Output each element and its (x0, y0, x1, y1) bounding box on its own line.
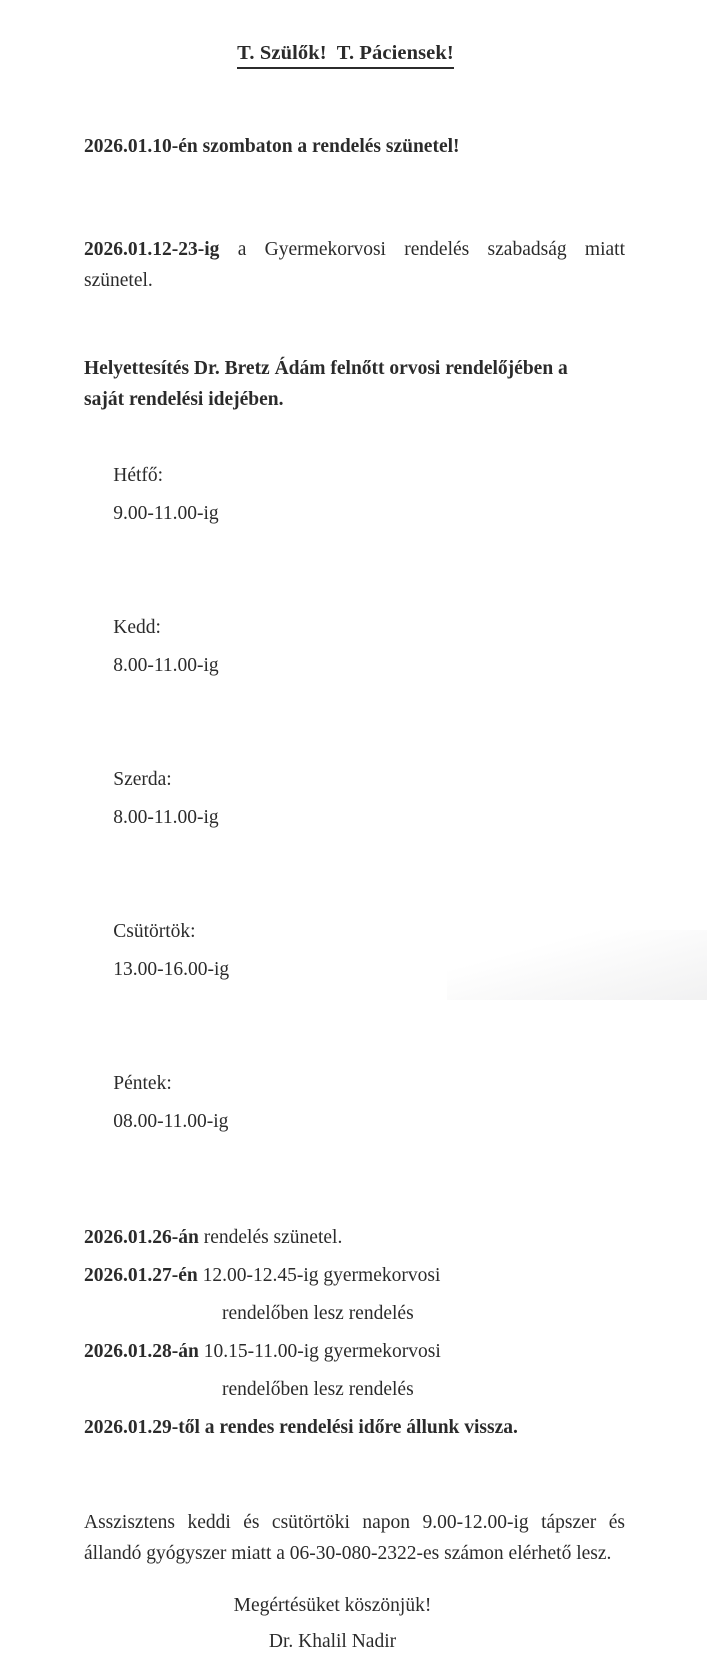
hours-time: 08.00-11.00-ig (113, 1111, 229, 1132)
opening-hours-list (84, 419, 625, 1179)
date-detail: rendelés szünetel. (198, 1227, 343, 1248)
substitution-heading-line2: saját rendelési idejében. (84, 389, 284, 410)
notice-vacation-text: a Gyermekorvosi rendelés szabadság miatt szünetel. (84, 238, 625, 291)
signature-line: Dr. Khalil Nadir (268, 1631, 397, 1652)
notice-saturday (84, 131, 625, 162)
date-label: 2026.01.28-án (84, 1341, 199, 1362)
opening-hours-row (84, 571, 625, 723)
hours-day: Szerda: (113, 769, 172, 790)
thanks-line: Megértésüket köszönjük! (233, 1595, 432, 1616)
notice-vacation (84, 234, 625, 296)
hours-day: Csütörtök: (113, 921, 196, 942)
notice-saturday-text: 2026.01.10-én szombaton a rendelés szünetel! (84, 135, 460, 157)
date-notice-row (84, 1257, 625, 1295)
hours-time: 9.00-11.00-ig (113, 503, 219, 524)
title-block (84, 42, 625, 69)
substitution-heading-line1: Helyettesítés Dr. Bretz Ádám felnőtt orvosi rendelőjében a (84, 358, 568, 379)
hours-time: 13.00-16.00-ig (113, 959, 230, 980)
spacer (84, 181, 625, 214)
opening-hours-row (84, 419, 625, 571)
opening-hours-row (84, 1027, 625, 1179)
date-detail: 12.00-12.45-ig gyermekorvosi (197, 1265, 441, 1286)
date-notice-row (84, 1333, 625, 1371)
hours-day: Hétfő: (113, 465, 164, 486)
date-detail-continuation: rendelőben lesz rendelés (222, 1303, 414, 1324)
hours-day: Kedd: (113, 617, 161, 638)
hours-time: 8.00-11.00-ig (113, 655, 219, 676)
date-label: 2026.01.26-án (84, 1227, 199, 1248)
return-notice (84, 1409, 625, 1447)
opening-hours-row (84, 723, 625, 875)
page-title: T. Szülők! T. Páciensek! (237, 42, 454, 69)
date-detail: 10.15-11.00-ig gyermekorvosi (198, 1341, 441, 1362)
date-notice-row (84, 1219, 625, 1257)
spacer (84, 315, 625, 353)
date-label: 2026.01.27-én (84, 1265, 198, 1286)
opening-hours-row (84, 875, 625, 1027)
hours-time: 8.00-11.00-ig (113, 807, 219, 828)
date-detail-continuation: rendelőben lesz rendelés (222, 1379, 414, 1400)
document-page (84, 0, 625, 1652)
spacer (84, 1447, 625, 1487)
assistant-note: Asszisztens keddi és csütörtöki napon 9.00-12.00-ig tápszer és állandó gyógyszer miatt a 06-30-080-2322-es számon elérhető lesz. (84, 1511, 625, 1564)
notice-vacation-date: 2026.01.12-23-ig (84, 238, 220, 260)
spacer (84, 1179, 625, 1219)
return-notice-text: 2026.01.29-től a rendes rendelési időre állunk vissza. (84, 1417, 518, 1438)
spacer (84, 69, 625, 111)
hours-day: Péntek: (113, 1073, 172, 1094)
